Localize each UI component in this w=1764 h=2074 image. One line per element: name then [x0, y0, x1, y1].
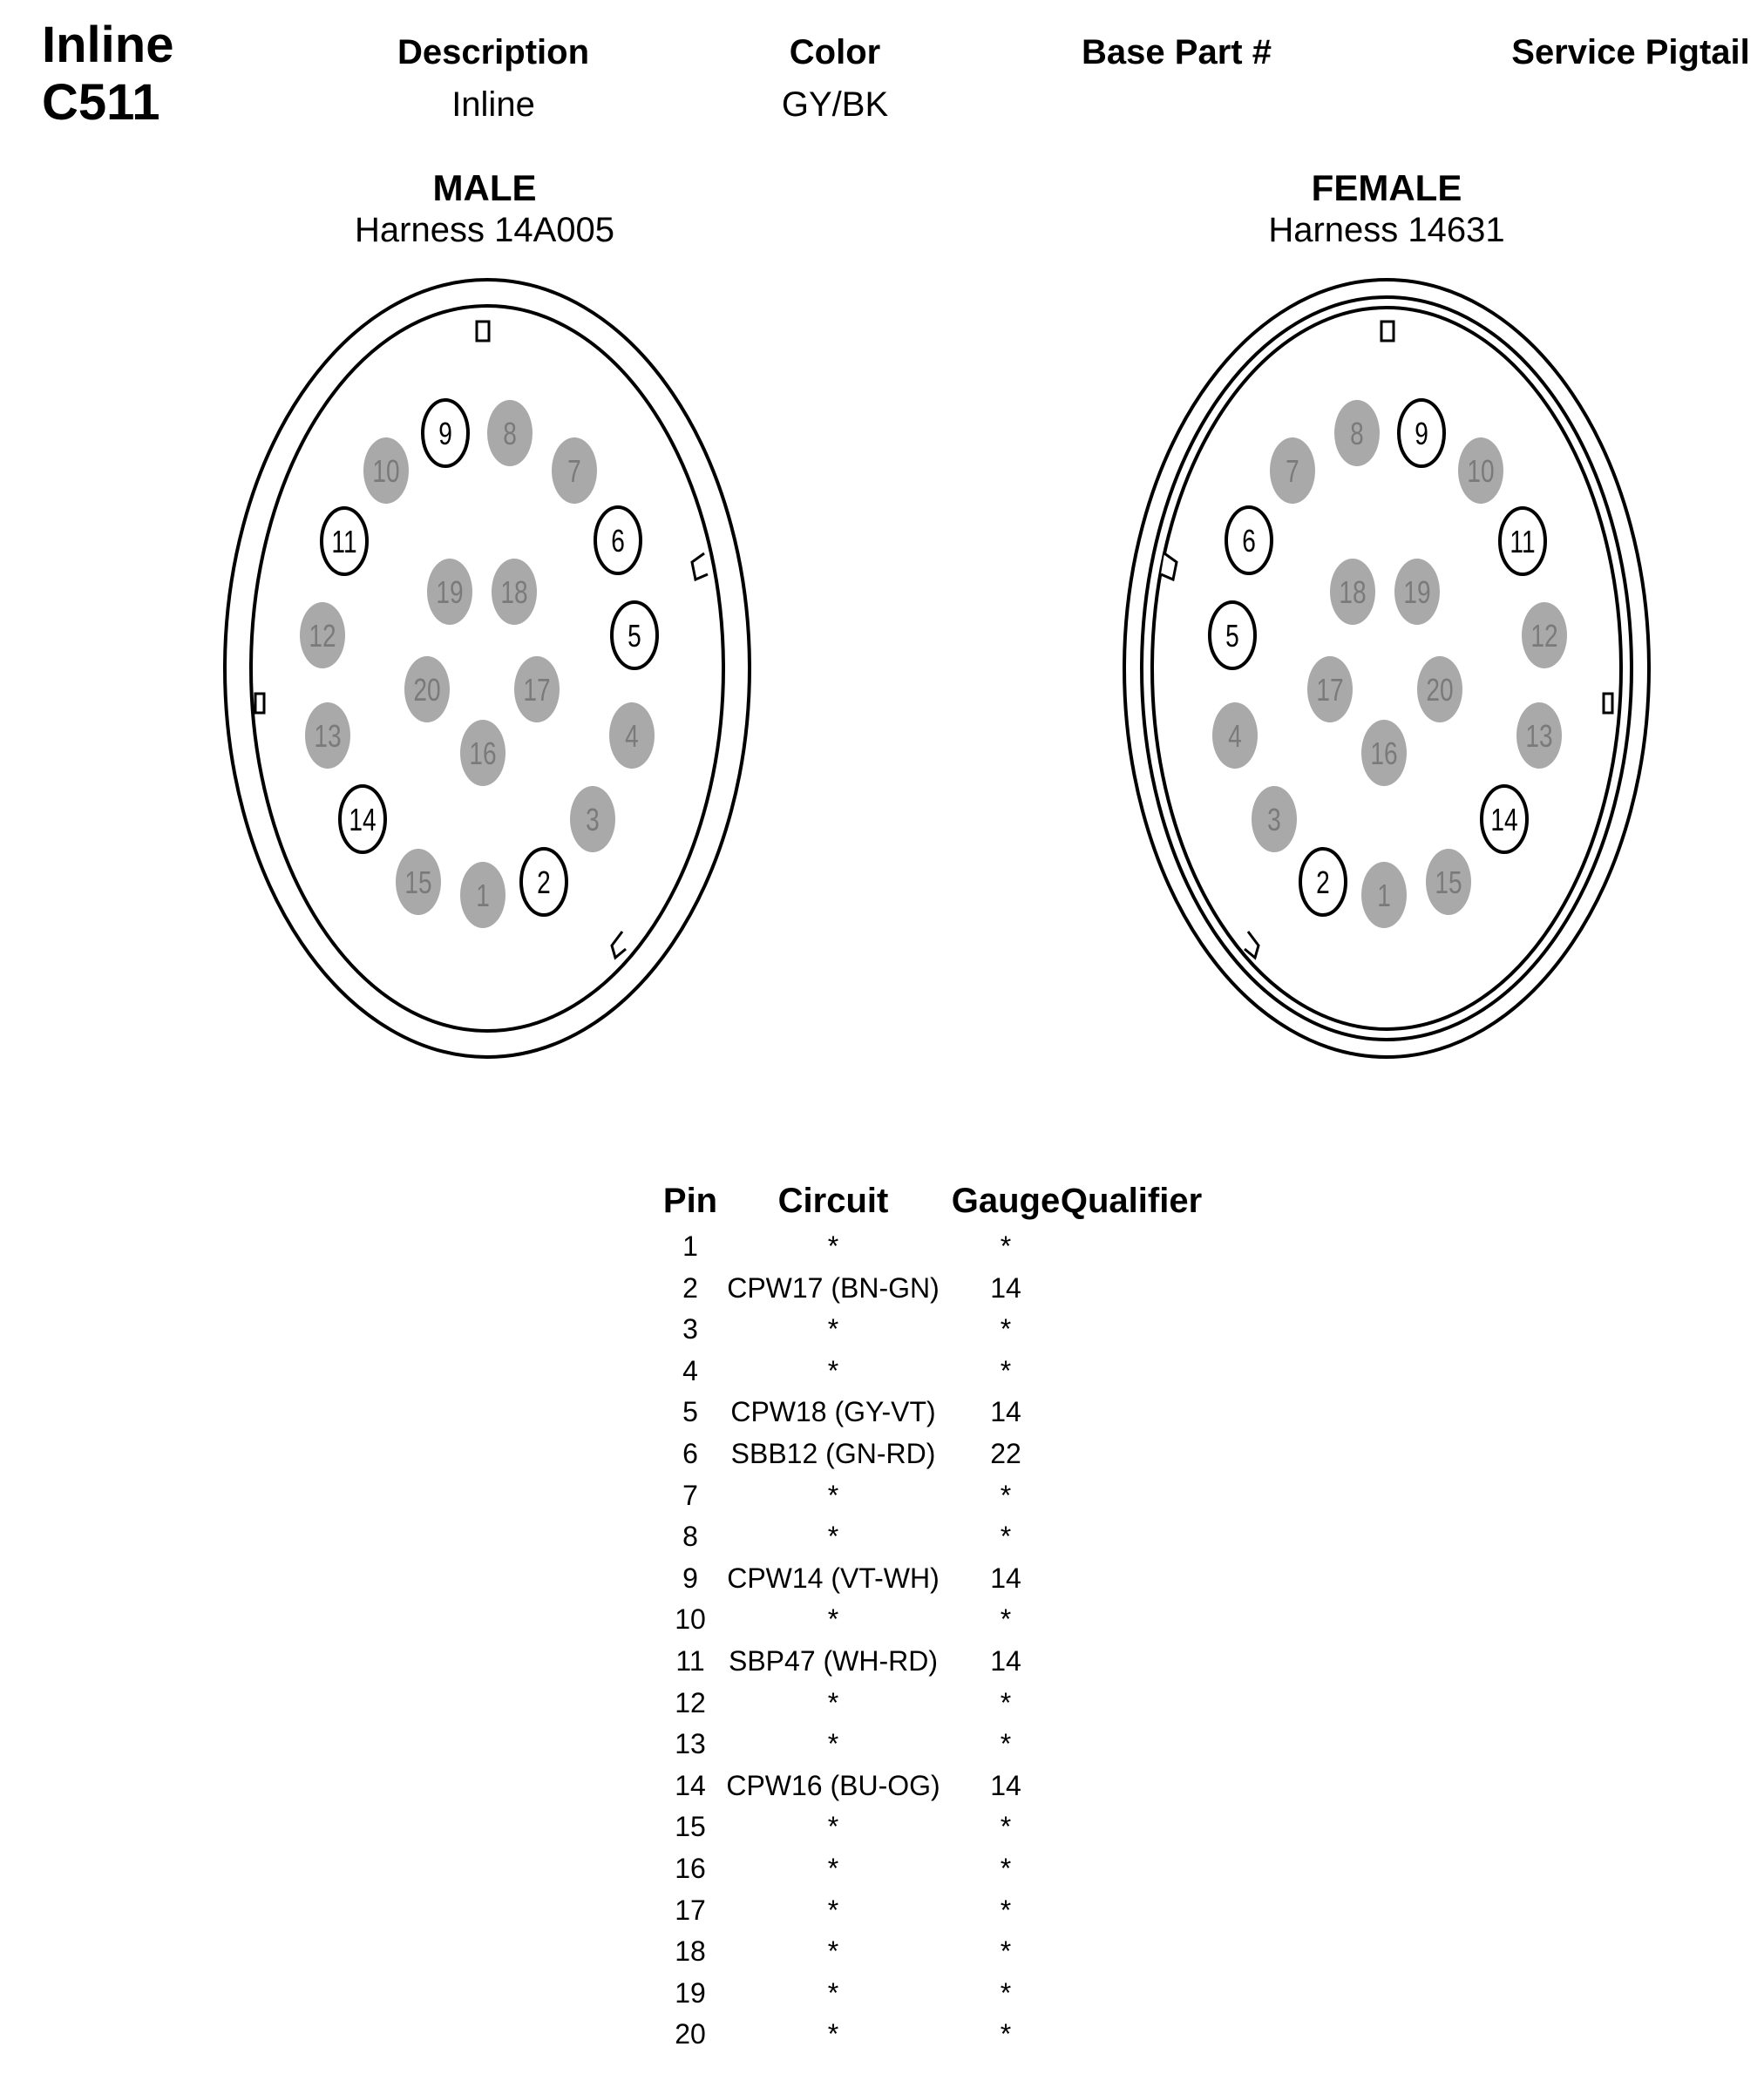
table-cell-gauge: * [1000, 1894, 1012, 1926]
table-cell-gauge: * [1000, 1976, 1012, 2009]
table-cell-circuit: * [827, 1728, 839, 1760]
male-pin-20-number: 20 [413, 672, 441, 708]
female-pin-13-number: 13 [1525, 718, 1553, 754]
female-harness: Harness 14631 [1268, 211, 1505, 249]
table-cell-circuit: CPW17 (BN-GN) [727, 1271, 940, 1304]
table-cell-pin: 6 [682, 1438, 698, 1469]
male-pin-17-number: 17 [523, 672, 551, 708]
female-pin-20-number: 20 [1426, 672, 1454, 708]
table-cell-pin: 17 [675, 1894, 706, 1926]
male-pin-15-number: 15 [404, 864, 432, 900]
female-outer-shell [1124, 280, 1649, 1057]
female-pin-14-number: 14 [1490, 802, 1518, 837]
female-pin-5-number: 5 [1225, 618, 1239, 654]
female-key-right [1604, 694, 1612, 713]
table-cell-circuit: CPW16 (BU-OG) [726, 1769, 940, 1801]
male-pins [300, 400, 657, 928]
male-pin-4-number: 4 [625, 718, 639, 754]
description-label: Description [397, 33, 590, 71]
table-cell-pin: 8 [682, 1521, 698, 1553]
table-cell-pin: 2 [682, 1271, 698, 1304]
table-cell-gauge: * [1000, 1313, 1012, 1345]
table-cell-circuit: SBB12 (GN-RD) [730, 1438, 936, 1469]
male-key-right [692, 553, 708, 580]
female-key-bottom-left [1245, 932, 1259, 958]
male-pin-12-number: 12 [309, 618, 336, 654]
table-cell-gauge: 14 [990, 1271, 1021, 1304]
table-cell-gauge: * [1000, 1811, 1012, 1843]
male-pin-14-number: 14 [349, 802, 377, 837]
female-pin-4-number: 4 [1228, 718, 1242, 754]
table-cell-gauge: * [1000, 1853, 1012, 1884]
table-cell-gauge: * [1000, 1603, 1012, 1636]
table-cell-circuit: * [827, 1894, 839, 1926]
table-cell-gauge: 14 [990, 1645, 1021, 1677]
female-pin-2-number: 2 [1316, 864, 1330, 900]
male-pin-7-number: 7 [567, 453, 581, 489]
table-cell-pin: 15 [675, 1811, 706, 1843]
female-pins [1210, 400, 1567, 928]
table-cell-pin: 9 [682, 1562, 698, 1594]
female-pin-15-number: 15 [1435, 864, 1462, 900]
table-cell-gauge: 14 [990, 1769, 1021, 1801]
male-pin-6-number: 6 [611, 523, 625, 559]
male-pin-8-number: 8 [503, 416, 517, 451]
male-pin-1-number: 1 [476, 878, 490, 913]
table-header-gauge: Gauge [951, 1182, 1061, 1220]
connector-id: C511 [42, 74, 160, 131]
table-cell-circuit: * [827, 1976, 839, 2009]
base-part-label: Base Part # [1082, 33, 1272, 71]
table-cell-pin: 10 [675, 1603, 706, 1636]
table-cell-pin: 11 [675, 1645, 705, 1677]
table-cell-circuit: * [827, 1479, 839, 1511]
table-cell-circuit: CPW14 (VT-WH) [727, 1562, 940, 1594]
female-pin-16-number: 16 [1370, 735, 1398, 771]
table-cell-pin: 20 [675, 2018, 706, 2050]
male-key-top [477, 322, 489, 341]
male-pin-11-number: 11 [331, 524, 357, 559]
male-label: MALE [432, 167, 537, 208]
male-key-bottom-right [612, 932, 626, 958]
table-cell-pin: 7 [682, 1479, 698, 1511]
male-pin-5-number: 5 [628, 618, 641, 654]
table-cell-circuit: * [827, 1811, 839, 1843]
table-cell-gauge: * [1000, 1935, 1012, 1968]
table-cell-circuit: * [827, 1354, 839, 1386]
color-value: GY/BK [781, 85, 889, 124]
table-header-qualifier: Qualifier [1060, 1182, 1203, 1220]
service-pigtail-label: Service Pigtail [1511, 33, 1750, 71]
table-cell-pin: 16 [675, 1853, 706, 1884]
table-cell-circuit: SBP47 (WH-RD) [728, 1645, 939, 1677]
table-cell-circuit: * [827, 1935, 839, 1968]
female-pin-3-number: 3 [1267, 802, 1281, 837]
table-cell-pin: 14 [675, 1769, 706, 1801]
female-pin-8-number: 8 [1350, 416, 1364, 451]
male-pin-2-number: 2 [537, 864, 551, 900]
color-label: Color [789, 33, 881, 71]
table-cell-gauge: * [1000, 1686, 1012, 1718]
table-cell-circuit: * [827, 2018, 839, 2050]
female-connector-face [1119, 274, 1659, 1063]
female-pin-12-number: 12 [1530, 618, 1558, 654]
table-header-circuit: Circuit [777, 1182, 889, 1220]
table-cell-circuit: * [827, 1853, 839, 1884]
table-cell-gauge: 22 [990, 1438, 1021, 1469]
table-cell-gauge: * [1000, 1521, 1012, 1553]
female-pin-11-number: 11 [1510, 524, 1536, 559]
male-pin-13-number: 13 [314, 718, 342, 754]
male-pin-16-number: 16 [469, 735, 497, 771]
table-cell-pin: 3 [682, 1313, 698, 1345]
female-pin-1-number: 1 [1377, 878, 1391, 913]
male-pin-18-number: 18 [500, 574, 528, 610]
female-label: FEMALE [1311, 167, 1462, 208]
female-pin-19-number: 19 [1403, 574, 1431, 610]
table-cell-circuit: * [827, 1521, 839, 1553]
female-pin-18-number: 18 [1339, 574, 1367, 610]
female-pin-17-number: 17 [1316, 672, 1344, 708]
male-pin-3-number: 3 [586, 802, 600, 837]
table-cell-circuit: * [827, 1313, 839, 1345]
female-inner-shell-1 [1142, 297, 1632, 1040]
male-pin-9-number: 9 [438, 416, 452, 451]
table-cell-circuit: CPW18 (GY-VT) [730, 1396, 936, 1428]
table-cell-gauge: * [1000, 1354, 1012, 1386]
table-cell-gauge: * [1000, 1479, 1012, 1511]
male-pin-10-number: 10 [372, 453, 400, 489]
table-cell-pin: 4 [682, 1354, 698, 1386]
female-pin-7-number: 7 [1286, 453, 1299, 489]
table-cell-circuit: * [827, 1603, 839, 1636]
description-value: Inline [451, 85, 535, 124]
male-harness: Harness 14A005 [355, 211, 614, 249]
table-cell-gauge: 14 [990, 1562, 1021, 1594]
table-cell-pin: 13 [675, 1728, 706, 1760]
table-cell-gauge: * [1000, 1230, 1012, 1262]
table-cell-pin: 19 [675, 1976, 706, 2009]
female-key-top [1381, 322, 1394, 341]
table-cell-pin: 18 [675, 1935, 706, 1968]
table-header-pin: Pin [662, 1182, 718, 1220]
table-cell-pin: 1 [682, 1230, 698, 1262]
table-cell-circuit: * [827, 1230, 839, 1262]
table-cell-circuit: * [827, 1686, 839, 1718]
female-pin-6-number: 6 [1242, 523, 1256, 559]
male-connector-face [218, 274, 758, 1063]
male-pin-19-number: 19 [436, 574, 464, 610]
table-cell-pin: 5 [682, 1396, 698, 1428]
table-cell-gauge: * [1000, 2018, 1012, 2050]
connector-name: Inline [42, 17, 174, 73]
female-pin-9-number: 9 [1415, 416, 1428, 451]
male-outer-shell [225, 280, 750, 1057]
female-pin-10-number: 10 [1467, 453, 1495, 489]
table-cell-pin: 12 [675, 1686, 706, 1718]
male-key-left [255, 694, 264, 713]
table-cell-gauge: * [1000, 1728, 1012, 1760]
table-cell-gauge: 14 [990, 1396, 1021, 1428]
